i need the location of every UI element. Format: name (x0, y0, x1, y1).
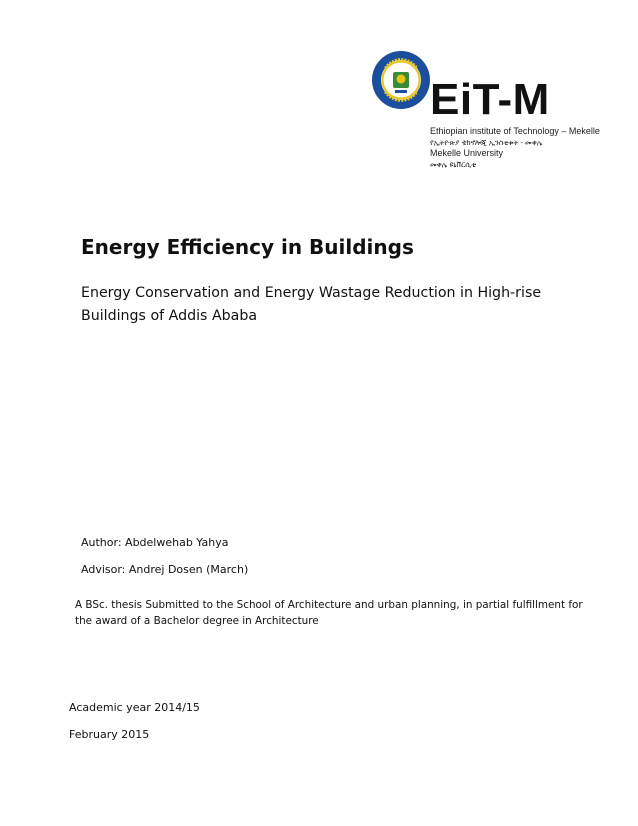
submission-date: February 2015 (69, 728, 150, 741)
university-name-amharic: መቀሌ ዩኒቨርሲቲ (430, 160, 477, 169)
document-subtitle: Energy Conservation and Energy Wastage Reduction in High-rise Buildings of Addis Ababa (81, 285, 542, 324)
brand-logo-title: EiT-M (430, 75, 550, 124)
author-line: Author: Abdelwehab Yahya (81, 536, 229, 549)
mekelle-university-seal-icon (371, 50, 431, 110)
submission-note: A BSc. thesis Submitted to the School of Architecture and urban planning, in partial fulfillment for the award of a Bachelor degree in Architecture (75, 599, 583, 627)
document-title: Energy Efficiency in Buildings (81, 235, 414, 259)
institute-name-amharic: የኢትዮጵያ ቴክኖሎጂ ኢንስቲቱት - መቀሌ (430, 138, 543, 147)
institute-name-english: Ethiopian institute of Technology – Mekelle (430, 126, 600, 136)
academic-year: Academic year 2014/15 (69, 701, 200, 714)
advisor-line: Advisor: Andrej Dosen (March) (81, 563, 249, 576)
university-name-english: Mekelle University (430, 148, 504, 158)
institute-brand (428, 75, 633, 170)
